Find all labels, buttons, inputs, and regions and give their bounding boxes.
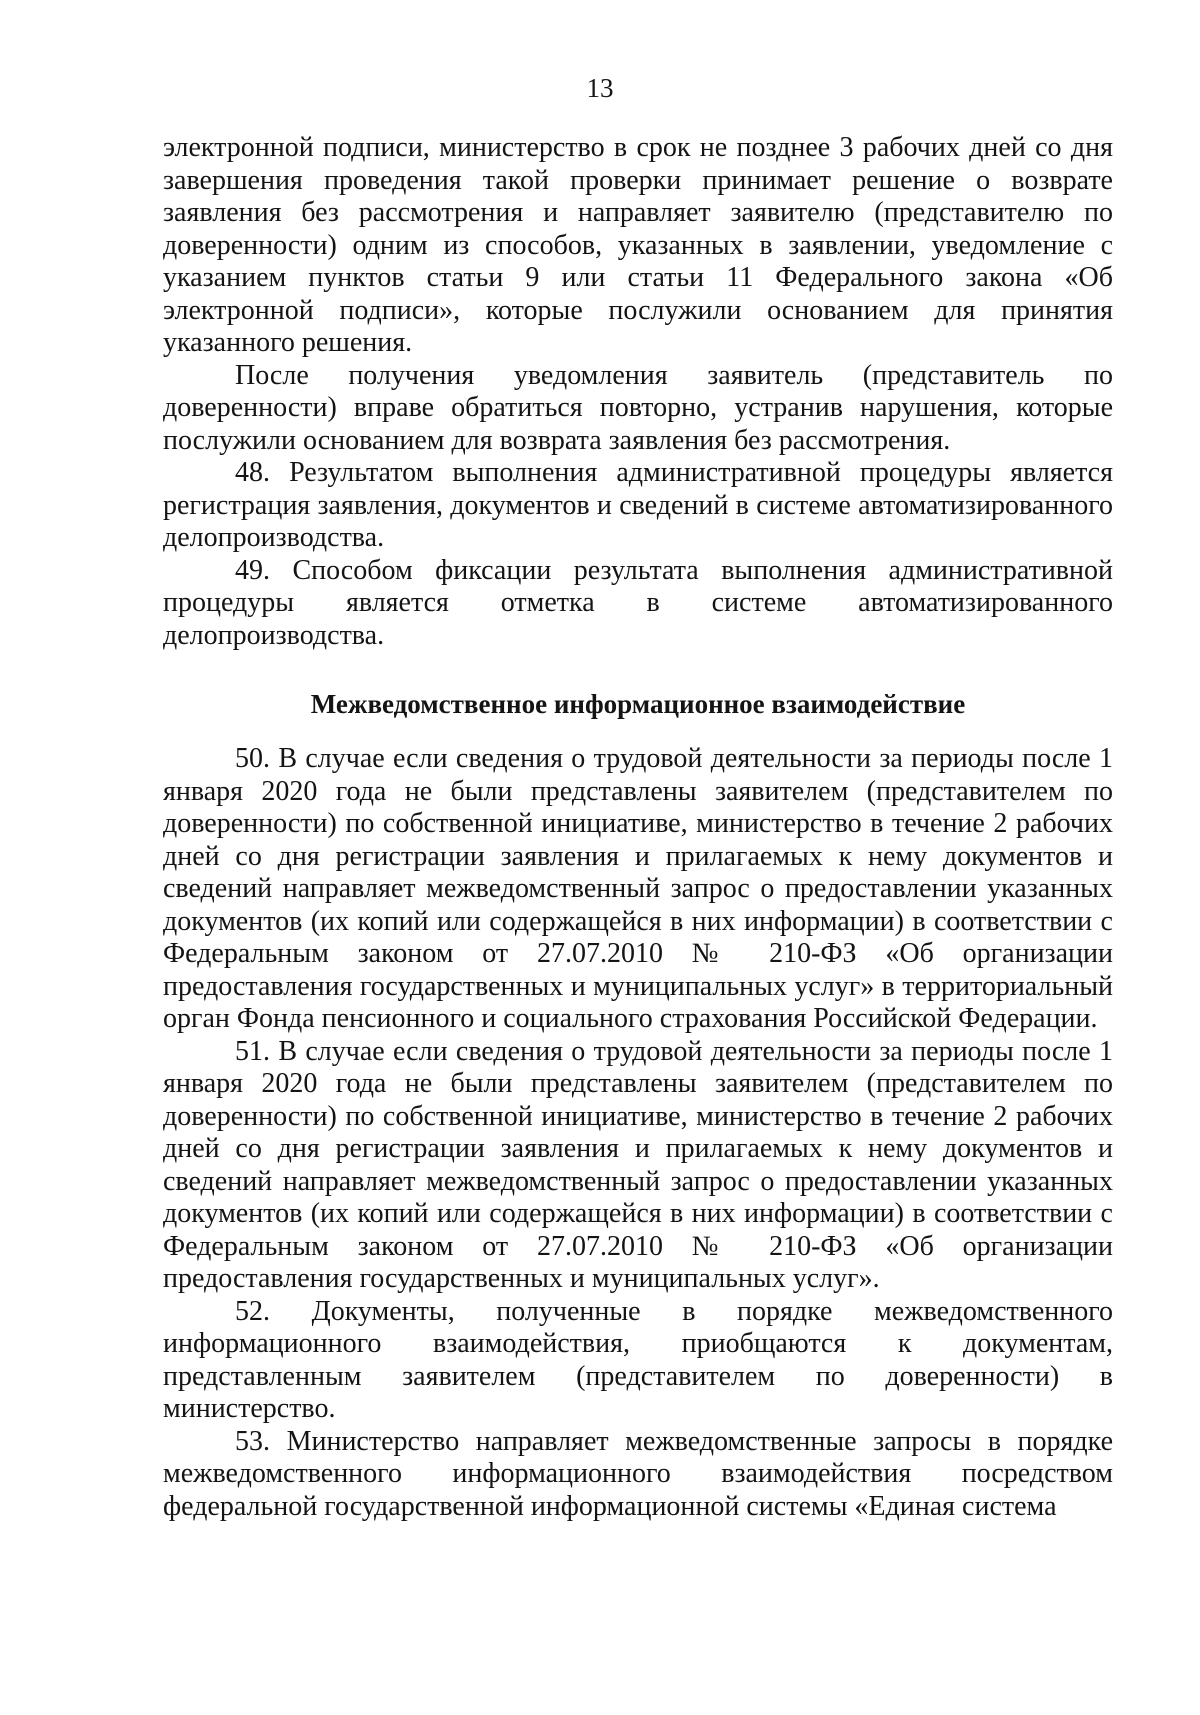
paragraph-50: 50. В случае если сведения о трудовой деятельности за периоды после 1 января 2020 года не были представлены заявителем (представителем по доверенности) по собственной инициативе, министерство в течение 2 рабочих дней со дня регистрации заявления и прилагаемых к нему документов и сведений направляет межведомственный запрос о предоставлении указанных документов (их копий или содержащейся в них информации) в соответствии с Федеральным законом от 27.07.2010 № 210-ФЗ «Об организации предоставления государственных и муниципальных услуг» в территориальный орган Фонда пенсионного и социального страхования Российской Федерации. bbox=[163, 743, 1113, 1034]
page-number: 13 bbox=[586, 73, 614, 103]
section-heading: Межведомственное информационное взаимодействие bbox=[310, 689, 966, 719]
paragraph-after-notification: После получения уведомления заявитель (представитель по доверенности) вправе обратиться повторно, устранив нарушения, которые послужили основанием для возврата заявления без рассмотрения. bbox=[163, 359, 1113, 456]
paragraph-48: 48. Результатом выполнения административной процедуры является регистрация заявления, документов и сведений в системе автоматизированного делопроизводства. bbox=[163, 457, 1113, 553]
paragraph-49: 49. Способом фиксации результата выполнения административной процедуры является отметка в системе автоматизированного делопроизводства. bbox=[163, 554, 1113, 651]
document-body bbox=[163, 132, 1113, 1523]
paragraph-52: 52. Документы, полученные в порядке межведомственного информационного взаимодействия, приобщаются к документам, представленным заявителем (представителем по доверенности) в министерство. bbox=[163, 1295, 1113, 1424]
paragraph-continuation: электронной подписи, министерство в срок не позднее 3 рабочих дней со дня завершения проведения такой проверки принимает решение о возврате заявления без рассмотрения и направляет заявителю (представителю по доверенности) одним из способов, указанных в заявлении, уведомление с указанием пунктов статьи 9 или статьи 11 Федерального закона «Об электронной подписи», которые послужили основанием для принятия указанного решения. bbox=[163, 132, 1113, 358]
paragraph-51: 51. В случае если сведения о трудовой деятельности за периоды после 1 января 2020 года не были представлены заявителем (представителем по доверенности) по собственной инициативе, министерство в течение 2 рабочих дней со дня регистрации заявления и прилагаемых к нему документов и сведений направляет межведомственный запрос о предоставлении указанных документов (их копий или содержащейся в них информации) в соответствии с Федеральным законом от 27.07.2010 № 210-ФЗ «Об организации предоставления государственных и муниципальных услуг». bbox=[163, 1035, 1113, 1294]
paragraph-53: 53. Министерство направляет межведомственные запросы в порядке межведомственного информационного взаимодействия посредством федеральной государственной информационной системы «Единая система bbox=[163, 1425, 1113, 1522]
